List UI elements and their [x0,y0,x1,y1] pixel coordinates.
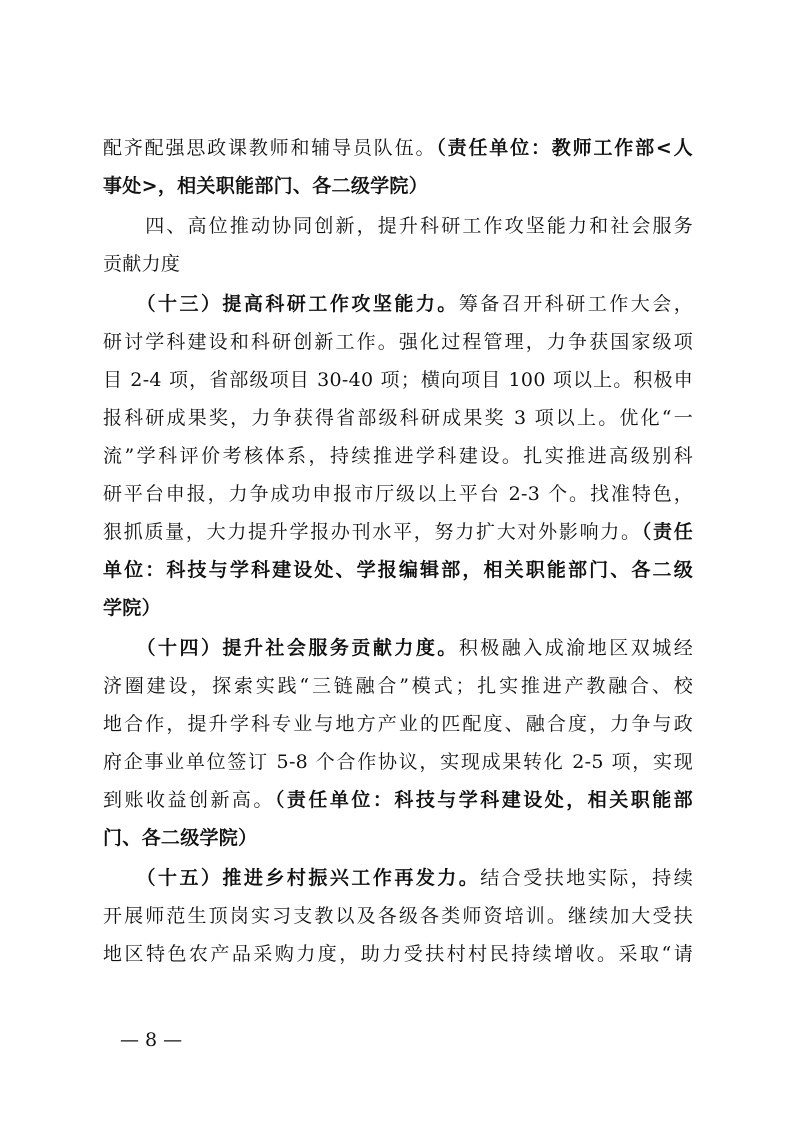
text-line [103,292,693,316]
text-span: 报科研成果奖，力争获得省部级科研成果奖 3 项以上。优化“一 [103,407,693,429]
text-line [103,520,693,544]
page-number: — 8 — [120,1029,183,1051]
text-span: 筹备召开科研工作大会， [458,293,693,315]
bold-text-span: （责任 [641,521,693,543]
text-span: 地区特色农产品采购力度，助力受扶村村民持续增收。采取“请 [103,943,693,965]
text-line [103,712,693,736]
bold-text-span: 事处>，相关职能部门、各二级学院） [103,175,429,197]
bold-text-span: （责任单位：科技与学科建设处，相关职能部 [274,789,693,811]
text-span: 地合作，提升学科专业与地方产业的匹配度、融合度，力争与政 [103,713,693,735]
text-span: 配齐配强思政课教师和辅导员队伍。 [103,137,437,159]
text-span: 研讨学科建设和科研创新工作。强化过程管理，力争获国家级项 [103,331,693,353]
text-span: 研平台申报，力争成功申报市厅级以上平台 2-3 个。找准特色， [103,483,693,505]
text-line [103,174,693,198]
bold-text-span: （责任单位：教师工作部<人 [436,137,693,159]
text-span: 府企事业单位签订 5-8 个合作协议，实现成果转化 2-5 项，实现 [103,751,693,773]
text-line [103,942,693,966]
text-line [103,674,693,698]
text-line [103,368,693,392]
text-line [103,252,693,276]
text-line [103,904,693,928]
bold-text-span: （十五）推进乡村振兴工作再发力。 [103,867,481,889]
text-line [103,214,693,238]
text-span: 开展师范生顶岗实习支教以及各级各类师资培训。继续加大受扶 [103,905,693,927]
heading-text-span: 贡献力度 [103,253,181,275]
text-span: 狠抓质量，大力提升学报办刊水平，努力扩大对外影响力。 [103,521,642,543]
text-line [103,444,693,468]
text-line [103,636,693,660]
text-line [103,750,693,774]
bold-text-span: 单位：科技与学科建设处、学报编辑部，相关职能部门、各二级 [103,559,693,581]
text-line [103,788,693,812]
text-span: 结合受扶地实际，持续 [480,867,693,889]
text-line [103,596,693,620]
text-span: 济圈建设，探索实践“三链融合”模式；扎实推进产教融合、校 [103,675,693,697]
text-line [103,826,693,850]
text-line [103,866,693,890]
text-span: 目 2-4 项，省部级项目 30-40 项；横向项目 100 项以上。积极申 [103,369,693,391]
bold-text-span: （十四）提升社会服务贡献力度。 [103,637,459,659]
text-line [103,406,693,430]
text-span: 流”学科评价考核体系，持续推进学科建设。扎实推进高级别科 [103,445,693,467]
text-line [103,558,693,582]
text-line [103,330,693,354]
text-span: 积极融入成渝地区双城经 [458,637,693,659]
text-span: 到账收益创新高。 [103,789,275,811]
bold-text-span: （十三）提高科研工作攻坚能力。 [103,293,459,315]
bold-text-span: 学院） [103,597,161,619]
text-line [103,136,693,160]
heading-text-span: 四、高位推动协同创新，提升科研工作攻坚能力和社会服务 [103,215,693,237]
bold-text-span: 门、各二级学院） [103,827,258,849]
text-line [103,482,693,506]
